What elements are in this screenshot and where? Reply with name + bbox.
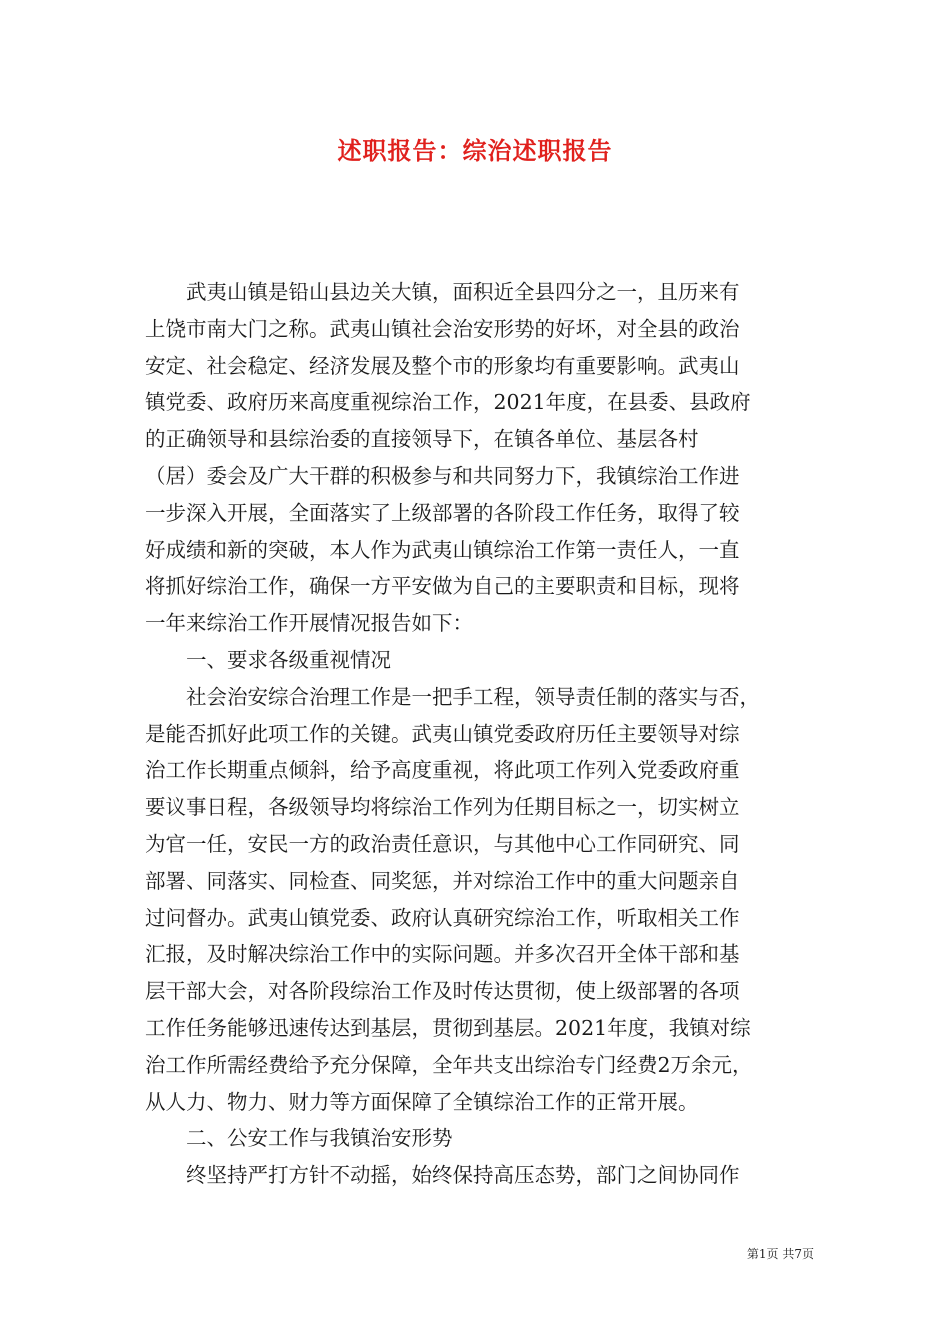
- page-number: 第1页 共7页: [746, 1247, 814, 1261]
- document-body: [145, 274, 813, 1194]
- document-title: 述职报告：综治述职报告: [337, 136, 613, 165]
- paragraph-section-2: 终坚持严打方针不动摇，始终保持高压态势，部门之间协同作: [186, 1163, 740, 1188]
- paragraph-intro: 武夷山镇是铅山县边关大镇，面积近全县四分之一，且历来有 上饶市南大门之称。武夷山镇社会治安形势的好坏，对全县的政治 安定、社会稳定、经济发展及整个市的形象均有重要影响。武夷山 镇党委、政府历来高度重视综治工作，2021年度，在县委、县政府 的正确领导和县综治委的直接领导下，在镇各单位、基层各村 （居）委会及广大干群的积极参与和共同努力下，我镇综治工作进 一步深入开展，全面落实了上级部署的各阶段工作任务，取得了较 好成绩和新的突破，本人作为武夷山镇综治工作第一责任人，一直 将抓好综治工作，确保一方平安做为自己的主要职责和目标，现将 一年来综治工作开展情况报告如下：: [145, 280, 751, 636]
- section-heading-2: 二、公安工作与我镇治安形势: [186, 1126, 453, 1151]
- section-heading-1: 一、要求各级重视情况: [186, 647, 391, 672]
- paragraph-section-1: 社会治安综合治理工作是一把手工程，领导责任制的落实与否， 是能否抓好此项工作的关键。武夷山镇党委政府历任主要领导对综 治工作长期重点倾斜，给予高度重视，将此项工作列入党委政府重 要议事日程，各级领导均将综治工作列为任期目标之一，切实树立 为官一任，安民一方的政治责任意识，与其他中心工作同研究、同 部署、同落实、同检查、同奖惩，并对综治工作中的重大问题亲自 过问督办。武夷山镇党委、政府认真研究综治工作，听取相关工作 汇报，及时解决综治工作中的实际问题。并多次召开全体干部和基 层干部大会，对各阶段综治工作及时传达贯彻，使上级部署的各项 工作任务能够迅速传达到基层，贯彻到基层。2021年度，我镇对综 治工作所需经费给予充分保障，全年共支出综治专门经费2万余元， 从人力、物力、财力等方面保障了全镇综治工作的正常开展。: [145, 684, 760, 1114]
